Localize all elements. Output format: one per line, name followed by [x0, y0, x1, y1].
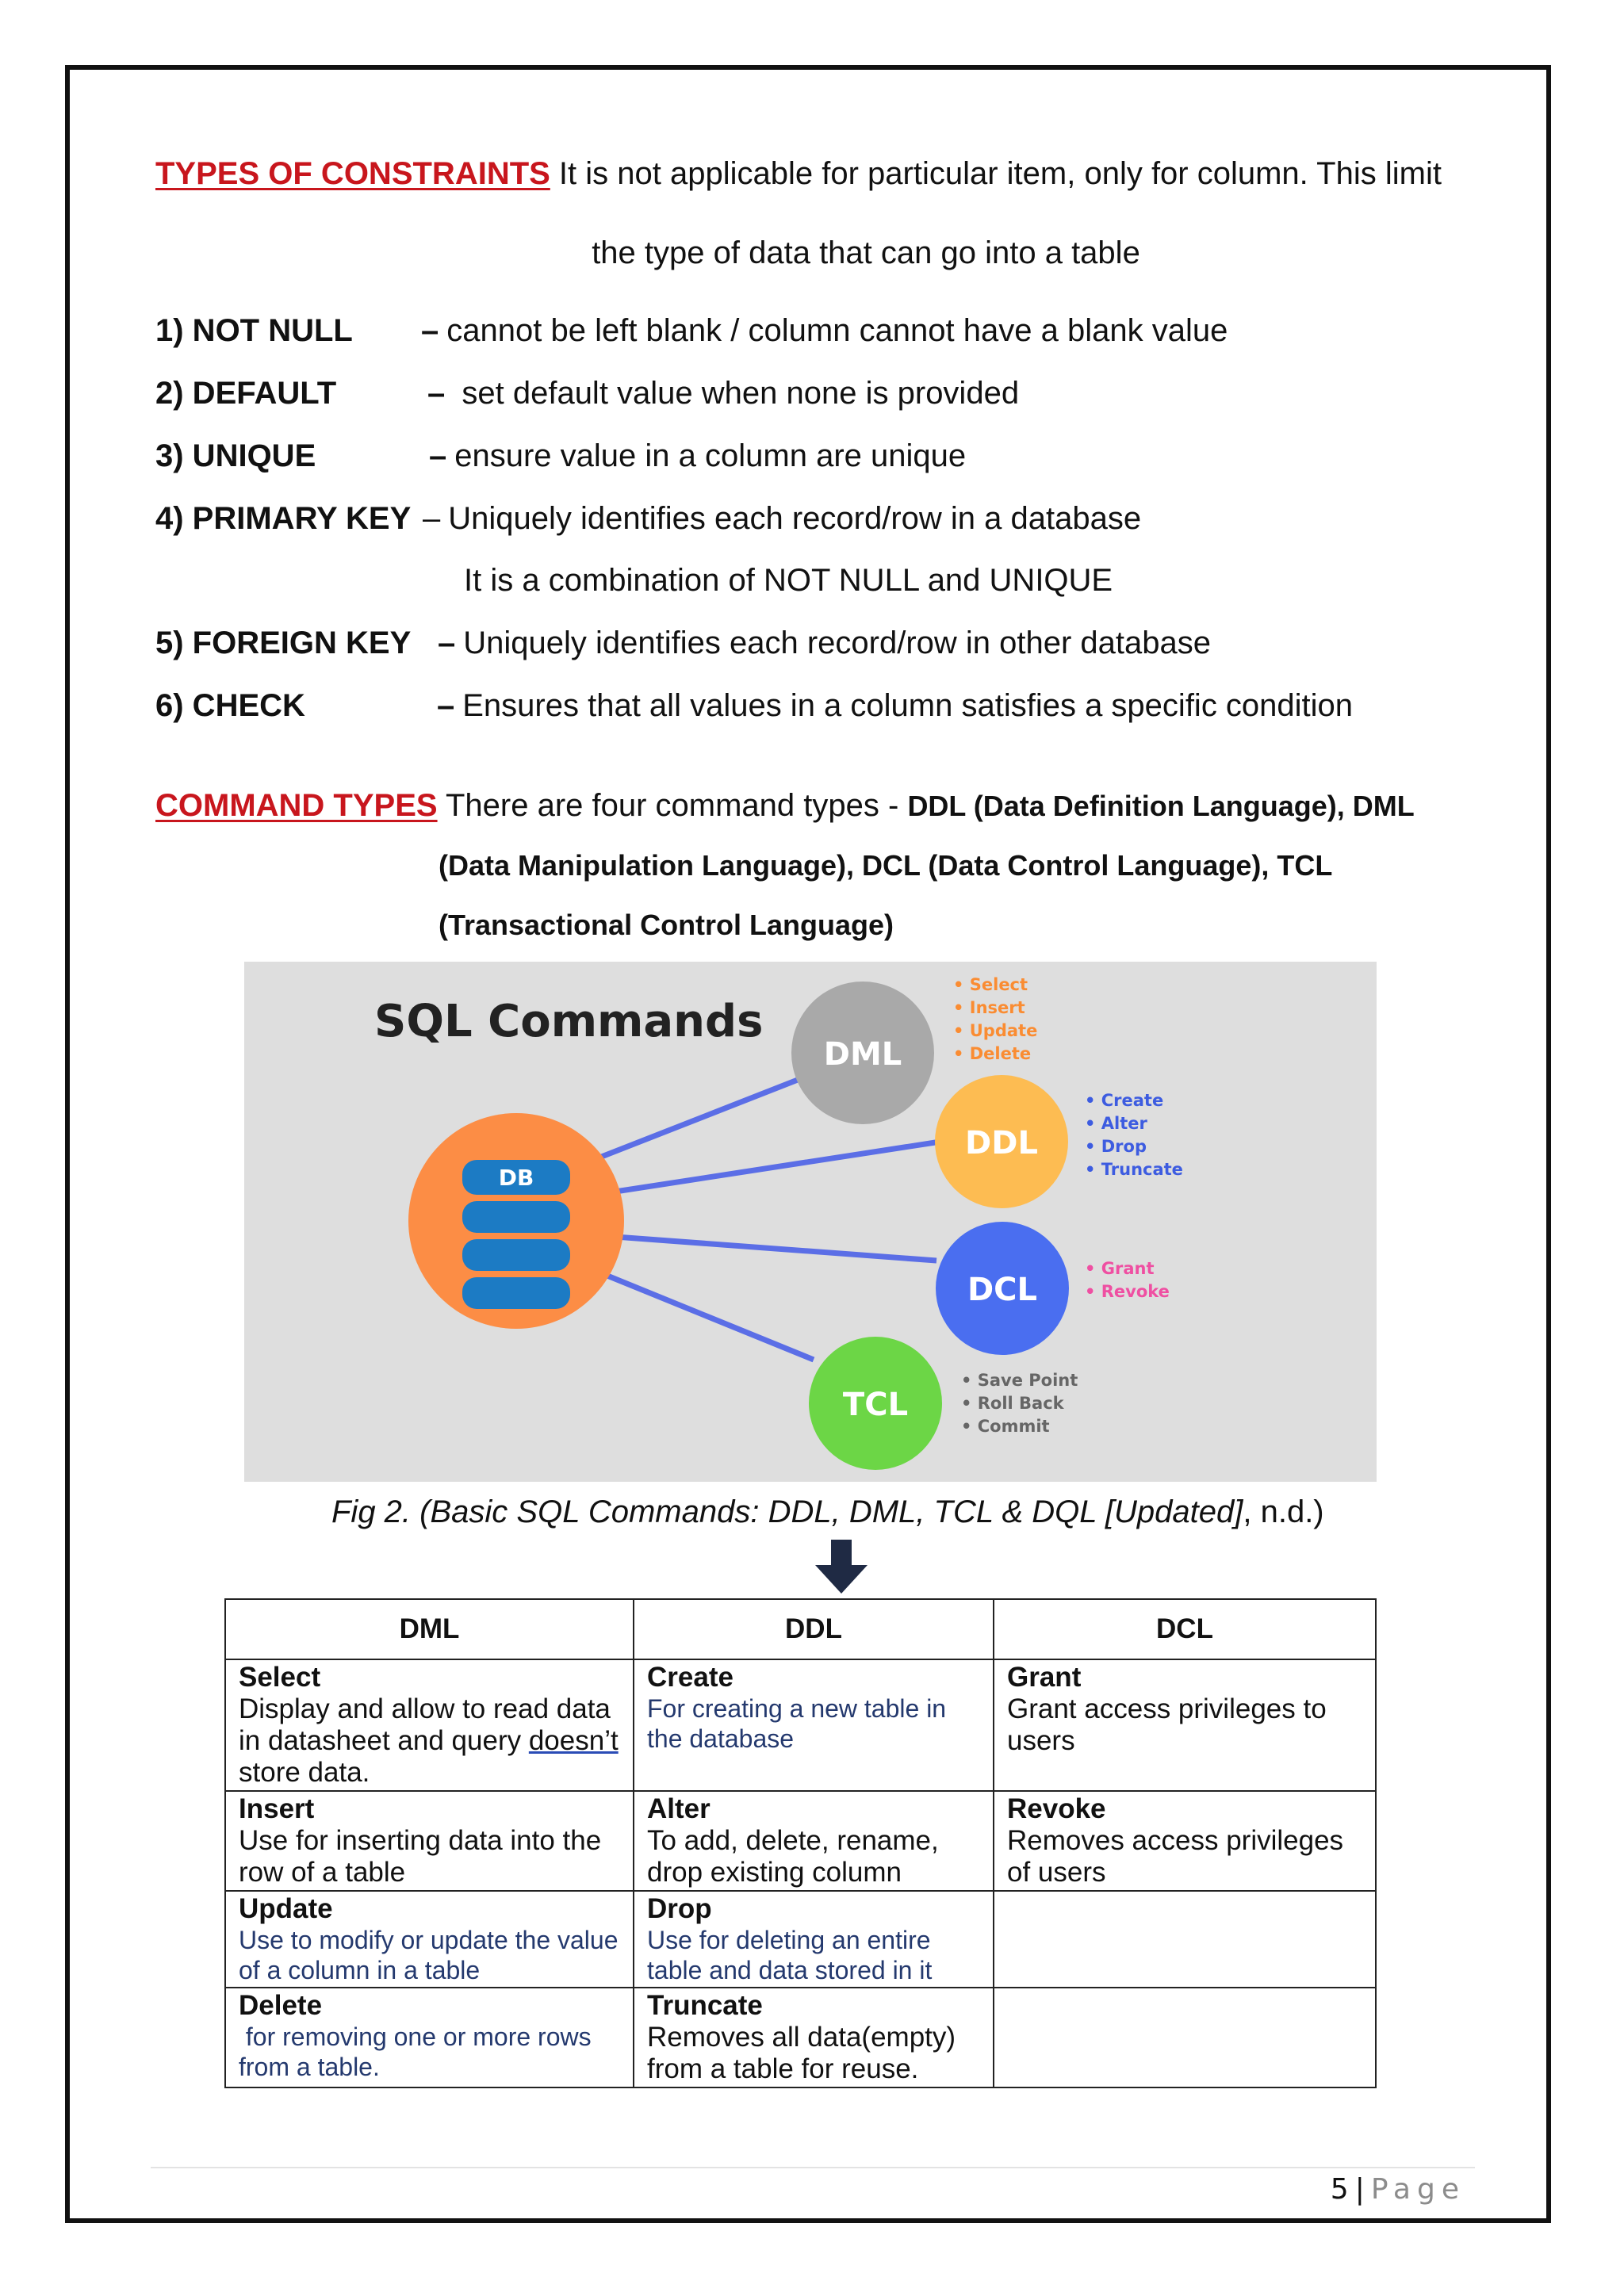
command-table [224, 1598, 1377, 2088]
diagram-title: SQL Commands [374, 996, 764, 1047]
table-cell [634, 1891, 994, 1988]
tcl-item: Commit [977, 1417, 1050, 1436]
diagram-svg [227, 955, 1400, 1494]
table-cell [225, 1791, 634, 1891]
dml-item: Select [969, 975, 1028, 994]
sql-commands-diagram [227, 955, 1400, 1494]
cell-text: Display and allow to read data in datasheet and query doesn’t store data. [239, 1693, 619, 1788]
ddl-label: DDL [965, 1125, 1038, 1161]
footer-separator: | [1354, 2173, 1365, 2206]
svg-text:• Update: • Update [953, 1021, 1038, 1040]
table-row [225, 1891, 1376, 1988]
cell-title: Update [239, 1893, 333, 1924]
constraint-desc: Uniquely identifies each record/row in other database [463, 626, 1212, 660]
cell-title: Alter [647, 1793, 710, 1824]
table-cell [994, 1791, 1376, 1891]
dml-item: Insert [969, 998, 1025, 1017]
dcl-label: DCL [967, 1272, 1038, 1308]
ddl-item: Drop [1101, 1137, 1147, 1156]
constraint-name: 4) PRIMARY KEY [155, 501, 412, 536]
commands-bold-1: DDL (Data Definition Language), DML [907, 790, 1415, 822]
tcl-item: Save Point [977, 1371, 1078, 1390]
ddl-item: Create [1101, 1091, 1164, 1110]
dash: – [438, 626, 456, 660]
dash: – [423, 501, 441, 536]
table-cell-empty [994, 1891, 1376, 1988]
svg-text:• Delete: • Delete [953, 1044, 1032, 1063]
down-arrow-icon [814, 1538, 869, 1595]
constraint-desc: Uniquely identifies each record/row in a database [448, 501, 1142, 536]
dash: – [421, 313, 439, 348]
cell-title: Create [647, 1662, 733, 1693]
constraints-intro-line2: the type of data that can go into a table [592, 235, 1140, 270]
header-ddl: DDL [634, 1599, 994, 1659]
ddl-item: Truncate [1101, 1160, 1183, 1179]
cell-title: Drop [647, 1893, 712, 1924]
caption-suffix: , n.d.) [1243, 1494, 1324, 1529]
commands-bold-3: (Transactional Control Language) [439, 909, 894, 941]
table-cell [994, 1659, 1376, 1791]
svg-text:• Save Point: • Save Point [961, 1371, 1078, 1390]
cell-title: Delete [239, 1990, 323, 2021]
page-footer [1331, 2171, 1465, 2209]
tcl-label: TCL [842, 1387, 909, 1423]
svg-text:• Roll Back: • Roll Back [961, 1394, 1064, 1413]
dml-item: Update [969, 1021, 1038, 1040]
cell-title: Revoke [1007, 1793, 1106, 1824]
dash: – [437, 688, 455, 723]
cell-title: Insert [239, 1793, 315, 1824]
cell-text: Use for deleting an entire table and data stored in it [647, 1926, 933, 1984]
constraints-heading-line [155, 155, 1442, 193]
constraint-desc-line2: It is a combination of NOT NULL and UNIQUE [464, 563, 1113, 598]
svg-text:• Insert: • Insert [953, 998, 1025, 1017]
constraint-name: 2) DEFAULT [155, 376, 337, 411]
cell-text: for removing one or more rows from a table. [239, 2022, 599, 2081]
cell-title: Truncate [647, 1990, 763, 2021]
footer-divider [151, 2167, 1475, 2168]
table-header-row [225, 1599, 1376, 1659]
constraint-name: 3) UNIQUE [155, 438, 316, 473]
dcl-item: Revoke [1101, 1282, 1170, 1301]
cell-text: Removes all data(empty) from a table for reuse. [647, 2022, 956, 2084]
table-cell-empty [994, 1988, 1376, 2087]
cell-title: Grant [1007, 1662, 1082, 1693]
header-dcl: DCL [994, 1599, 1376, 1659]
svg-text:• Alter: • Alter [1085, 1114, 1147, 1133]
tcl-item: Roll Back [977, 1394, 1064, 1413]
svg-text:• Commit: • Commit [961, 1417, 1050, 1436]
table-row [225, 1988, 1376, 2087]
constraint-name: 1) NOT NULL [155, 313, 353, 348]
constraint-name: 6) CHECK [155, 688, 305, 723]
svg-text:• Select: • Select [953, 975, 1028, 994]
dml-item: Delete [969, 1044, 1032, 1063]
commands-intro: There are four command types - [437, 788, 908, 823]
dcl-item: Grant [1101, 1259, 1155, 1278]
cell-text: To add, delete, rename, drop existing column [647, 1825, 939, 1888]
table-cell [225, 1659, 634, 1791]
table-row [225, 1791, 1376, 1891]
cell-text: Use for inserting data into the row of a table [239, 1825, 602, 1888]
svg-text:• Revoke: • Revoke [1085, 1282, 1170, 1301]
table-cell [225, 1988, 634, 2087]
svg-text:• Create: • Create [1085, 1091, 1164, 1110]
table-cell [634, 1791, 994, 1891]
header-dml: DML [225, 1599, 634, 1659]
commands-heading: COMMAND TYPES [155, 788, 438, 823]
commands-heading-line [155, 786, 1415, 825]
svg-text:• Grant: • Grant [1085, 1259, 1155, 1278]
figure-caption [331, 1493, 1324, 1531]
caption-title: Basic SQL Commands: DDL, DML, TCL & DQL [Updated] [430, 1494, 1243, 1529]
cell-text: Use to modify or update the value of a column in a table [239, 1926, 619, 1984]
constraints-intro: It is not applicable for particular item, only for column. This limit [550, 156, 1442, 191]
constraint-desc: set default value when none is provided [453, 376, 1020, 411]
caption-prefix: Fig 2. ( [331, 1494, 431, 1529]
cell-text: For creating a new table in the database [647, 1694, 947, 1753]
table-cell [225, 1891, 634, 1988]
dml-label: DML [823, 1036, 902, 1073]
cell-text: Removes access privileges of users [1007, 1825, 1344, 1888]
constraints-heading: TYPES OF CONSTRAINTS [155, 156, 550, 191]
table-cell [634, 1988, 994, 2087]
table-row [225, 1659, 1376, 1791]
constraint-desc: Ensures that all values in a column satisfies a specific condition [462, 688, 1354, 723]
table-cell [634, 1659, 994, 1791]
dash: – [429, 438, 447, 473]
dash: – [427, 376, 446, 411]
constraint-desc: ensure value in a column are unique [454, 438, 967, 473]
constraint-desc: cannot be left blank / column cannot have a blank value [446, 313, 1228, 348]
svg-text:• Drop: • Drop [1085, 1137, 1147, 1156]
svg-text:• Truncate: • Truncate [1085, 1160, 1183, 1179]
commands-bold-2: (Data Manipulation Language), DCL (Data Control Language), TCL [439, 849, 1333, 882]
cell-text: Grant access privileges to users [1007, 1693, 1327, 1756]
ddl-item: Alter [1101, 1114, 1147, 1133]
page-number: 5 [1330, 2173, 1349, 2206]
db-label: DB [498, 1165, 534, 1191]
constraint-name: 5) FOREIGN KEY [155, 626, 412, 660]
cell-title: Select [239, 1662, 321, 1693]
page-label: Page [1370, 2173, 1465, 2206]
